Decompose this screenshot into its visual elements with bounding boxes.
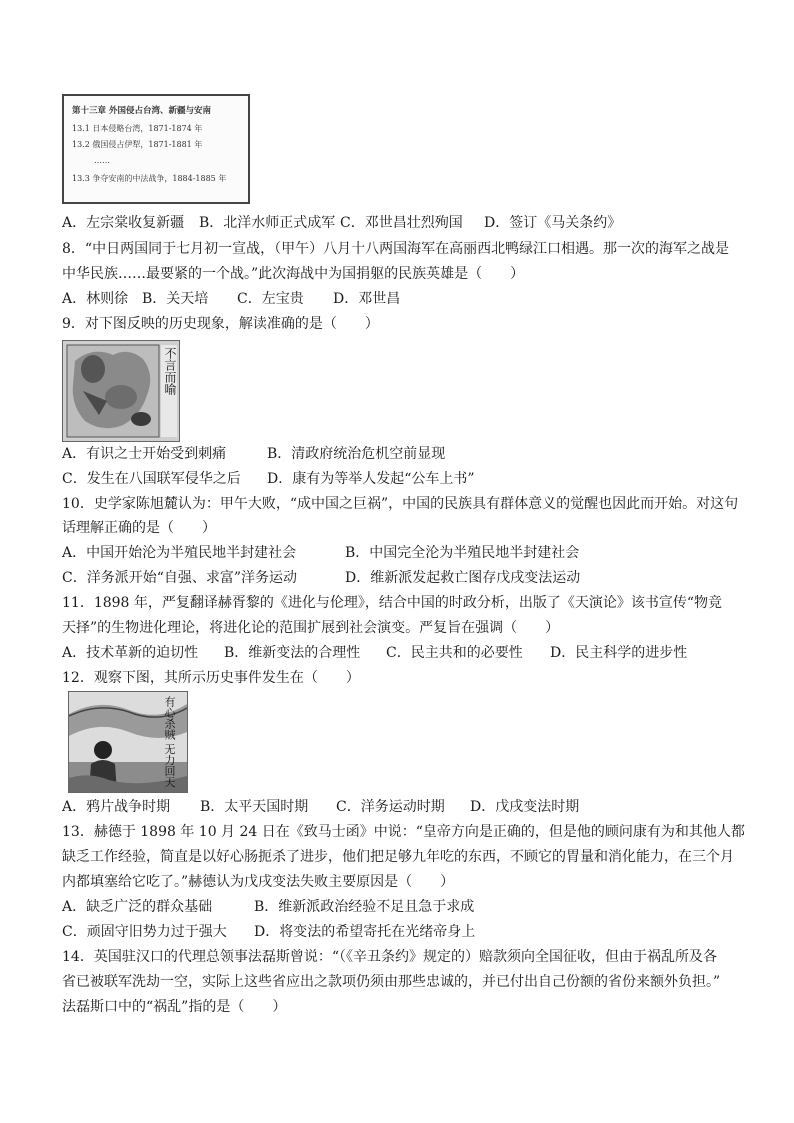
q8-stem-line2: 中华民族……最要紧的一个战。”此次海战中为国捐躯的民族英雄是（ ） bbox=[62, 266, 525, 282]
q13-option-d[interactable]: D．将变法的希望寄托在光绪帝身上 bbox=[254, 924, 476, 940]
q11-option-b[interactable]: B．维新变法的合理性 bbox=[224, 645, 361, 661]
q13-options-row2 bbox=[62, 922, 475, 942]
q14-stem-line1: 14．英国驻汉口的代理总领事法磊斯曾说：“（《辛丑条约》规定的）赔款须向全国征收，但由于祸乱所及各 bbox=[62, 949, 717, 965]
q8-stem-line1: 8．“中日两国同于七月初一宣战，（甲午）八月十八两国海军在高丽西北鸭绿江口相遇。那一次的海军之战是 bbox=[62, 241, 730, 257]
q13-stem-line1: 13．赫德于 1898 年 10 月 24 日在《致马士函》中说：“皇帝方向是正确的，但是他的顾问康有为和其他人都 bbox=[62, 824, 745, 840]
q9-option-d[interactable]: D．康有为等举人发起“公车上书” bbox=[267, 471, 475, 487]
q13-option-c[interactable]: C．顽固守旧势力过于强大 bbox=[62, 924, 227, 940]
q9-option-b[interactable]: B．清政府统治危机空前显现 bbox=[267, 446, 446, 462]
q12-option-a[interactable]: A．鸦片战争时期 bbox=[62, 799, 171, 815]
q7-option-d[interactable]: D．签订《马关条约》 bbox=[484, 215, 622, 231]
figure1-line: 13.2 俄国侵占伊犁，1871-1881 年 bbox=[72, 140, 203, 149]
q9-option-a[interactable]: A．有识之士开始受到刺痛 bbox=[62, 446, 227, 462]
q11-stem-line2: 天择”的生物进化理论，将进化论的范围扩展到社会演变。严复旨在强调（ ） bbox=[62, 620, 560, 636]
q14-stem-line2: 省已被联军洗劫一空，实际上这些省应出之款项仍须由那些忠诚的，并已付出自己份额的省份来额外负担。” bbox=[62, 974, 721, 990]
q9-options-row2 bbox=[62, 469, 475, 489]
figure1-heading: 第十三章 外国侵占台湾、新疆与安南 bbox=[72, 106, 211, 116]
q13-option-a[interactable]: A．缺乏广泛的群众基础 bbox=[62, 899, 213, 915]
q11-option-d[interactable]: D．民主科学的进步性 bbox=[550, 645, 688, 661]
photo-caption: 有心杀贼 无力回天 bbox=[163, 696, 176, 788]
q10-option-b[interactable]: B．中国完全沦为半殖民地半封建社会 bbox=[345, 545, 580, 561]
q7-option-a[interactable]: A．左宗棠收复新疆 bbox=[62, 215, 185, 231]
q10-option-d[interactable]: D．维新派发起救亡图存戊戌变法运动 bbox=[345, 570, 581, 586]
figure1-ellipsis: …… bbox=[94, 156, 110, 165]
q12-option-b[interactable]: B．太平天国时期 bbox=[200, 799, 309, 815]
cartoon-caption: 不言而喻 bbox=[163, 347, 177, 395]
q13-option-b[interactable]: B．维新派政治经验不足且急于求成 bbox=[254, 899, 475, 915]
q10-option-a[interactable]: A．中国开始沦为半殖民地半封建社会 bbox=[62, 545, 297, 561]
q10-options-row1 bbox=[62, 543, 579, 563]
textbook-contents-image bbox=[62, 94, 250, 204]
q7-option-b[interactable]: B．北洋水师正式成军 bbox=[199, 215, 336, 231]
q10-option-c[interactable]: C．洋务派开始“自强、求富”洋务运动 bbox=[62, 570, 298, 586]
q8-options bbox=[62, 289, 400, 309]
q8-option-c[interactable]: C．左宝贵 bbox=[237, 291, 304, 307]
q13-options-row1 bbox=[62, 897, 474, 917]
q7-options bbox=[62, 213, 621, 233]
q12-options bbox=[62, 797, 579, 817]
q11-option-a[interactable]: A．技术革新的迫切性 bbox=[62, 645, 199, 661]
cartoon-illustration bbox=[63, 341, 179, 441]
q10-stem-line2: 话理解正确的是（ ） bbox=[62, 520, 216, 536]
q9-options-row1 bbox=[62, 444, 445, 464]
q14-stem-line3: 法磊斯口中的“祸乱”指的是（ ） bbox=[62, 999, 287, 1015]
q13-stem-line2: 缺乏工作经验，简直是以好心肠扼杀了进步，他们把足够九年吃的东西，不顾它的胃量和消化能力，在三个月 bbox=[62, 849, 734, 865]
q10-stem-line1: 10．史学家陈旭麓认为：甲午大败，“成中国之巨祸”，中国的民族具有群体意义的觉醒也因此而开始。对这句 bbox=[62, 496, 739, 512]
figure1-line: 13.3 争夺安南的中法战争，1884-1885 年 bbox=[72, 174, 227, 183]
figure1-line: 13.1 日本侵略台湾，1871-1874 年 bbox=[72, 124, 203, 133]
q12-option-c[interactable]: C．洋务运动时期 bbox=[336, 799, 445, 815]
political-cartoon-image bbox=[62, 340, 180, 442]
q12-stem: 12．观察下图，其所示历史事件发生在（ ） bbox=[62, 670, 360, 686]
q12-option-d[interactable]: D．戊戌变法时期 bbox=[470, 799, 580, 815]
historical-photo-image bbox=[68, 691, 188, 793]
q7-option-c[interactable]: C．邓世昌壮烈殉国 bbox=[340, 215, 463, 231]
q9-stem: 9．对下图反映的历史现象，解读准确的是（ ） bbox=[62, 316, 379, 332]
q9-option-c[interactable]: C．发生在八国联军侵华之后 bbox=[62, 471, 241, 487]
q11-stem-line1: 11．1898 年，严复翻译赫胥黎的《进化与伦理》，结合中国的时政分析，出版了《天演论》该书宣传“物竞 bbox=[62, 595, 723, 611]
q8-option-b[interactable]: B．关天培 bbox=[142, 291, 209, 307]
q8-option-d[interactable]: D．邓世昌 bbox=[333, 291, 401, 307]
q11-option-c[interactable]: C．民主共和的必要性 bbox=[386, 645, 523, 661]
q11-options bbox=[62, 643, 687, 663]
q8-option-a[interactable]: A．林则徐 bbox=[62, 291, 129, 307]
q10-options-row2 bbox=[62, 568, 580, 588]
q13-stem-line3: 内都填塞给它吃了。”赫德认为戊戌变法失败主要原因是（ ） bbox=[62, 874, 455, 890]
